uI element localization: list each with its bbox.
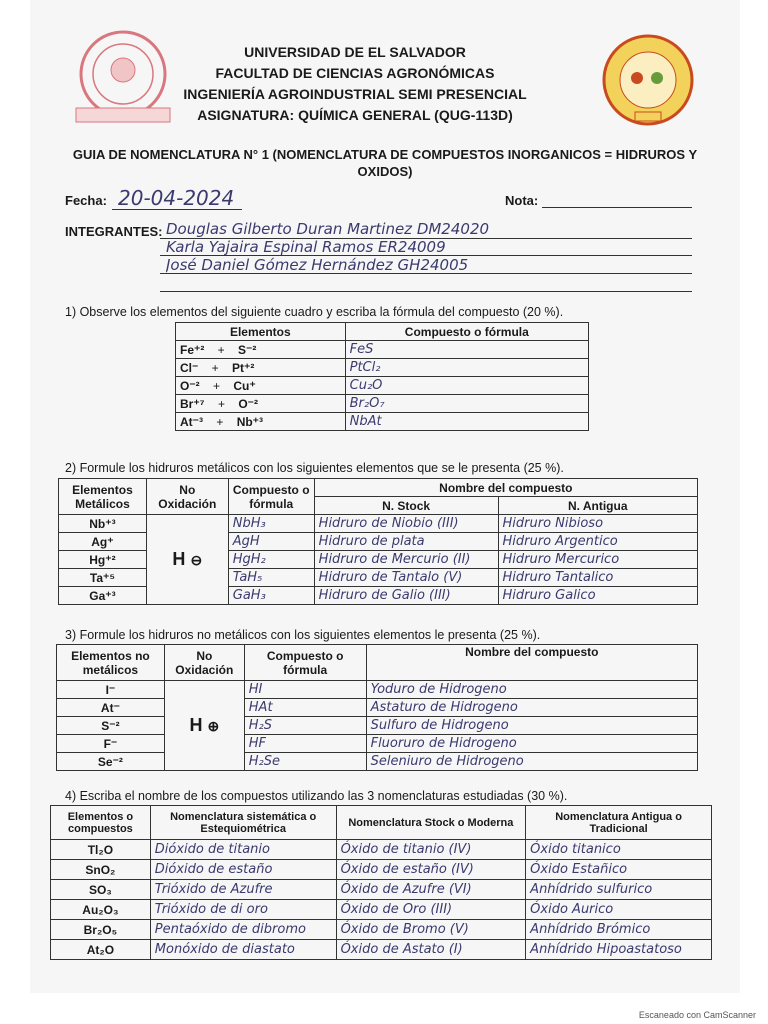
q3-header-formula: Compuesto o fórmula bbox=[244, 645, 366, 681]
q1-element-a: Fe⁺² bbox=[180, 342, 205, 357]
q3-header-elementos: Elementos no metálicos bbox=[57, 645, 165, 681]
q1-element-a: Cl⁻ bbox=[180, 360, 199, 375]
q3-name: Fluoruro de Hidrogeno bbox=[366, 735, 697, 753]
q4-stock: Óxido de Oro (III) bbox=[336, 900, 526, 920]
q2-table bbox=[58, 478, 698, 605]
q1-element-b: O⁻² bbox=[238, 396, 258, 411]
table-row bbox=[51, 860, 712, 880]
q3-name: Seleniuro de Hidrogeno bbox=[366, 753, 697, 771]
fecha-underline bbox=[112, 209, 242, 210]
q2-header-oxidacion: No Oxidación bbox=[146, 479, 228, 515]
q3-header-nombre: Nombre del compuesto bbox=[366, 645, 697, 681]
integrante-2: Karla Yajaira Espinal Ramos ER24009 bbox=[166, 238, 446, 256]
q4-sistematica: Monóxido de diastato bbox=[150, 940, 336, 960]
course-name: ASIGNATURA: QUÍMICA GENERAL (QUG-113D) bbox=[197, 107, 513, 123]
q1-answer: Cu₂O bbox=[345, 377, 588, 395]
question-4-text: 4) Escriba el nombre de los compuestos utilizando las 3 nomenclaturas estudiadas (30 %). bbox=[65, 789, 568, 803]
q2-element: Ga⁺³ bbox=[89, 588, 116, 603]
table-row bbox=[57, 753, 698, 771]
page-title: GUIA DE NOMENCLATURA N° 1 (NOMENCLATURA DE COMPUESTOS INORGANICOS = HIDRUROS Y OXIDOS) bbox=[72, 147, 698, 179]
table-row bbox=[57, 735, 698, 753]
nota-label: Nota: bbox=[505, 193, 539, 208]
q4-sistematica: Trióxido de Azufre bbox=[150, 880, 336, 900]
hydrogen-label: H bbox=[172, 549, 186, 569]
q2-formula: NbH₃ bbox=[228, 515, 314, 533]
program-name: INGENIERÍA AGROINDUSTRIAL SEMI PRESENCIAL bbox=[183, 86, 527, 102]
q4-compound: SO₃ bbox=[88, 882, 112, 897]
q2-stock: Hidruro de Galio (III) bbox=[314, 587, 498, 605]
q4-compound: Tl₂O bbox=[87, 842, 114, 857]
q2-stock: Hidruro de Mercurio (II) bbox=[314, 551, 498, 569]
q2-header-stock: N. Stock bbox=[314, 497, 498, 515]
fecha-value: 20-04-2024 bbox=[118, 186, 235, 210]
q2-formula: HgH₂ bbox=[228, 551, 314, 569]
q1-element-a: At⁻³ bbox=[180, 414, 203, 429]
q2-antigua: Hidruro Galico bbox=[498, 587, 698, 605]
q2-formula: GaH₃ bbox=[228, 587, 314, 605]
table-row: O⁻² + Cu⁺ Cu₂O bbox=[176, 377, 589, 395]
integrantes-label: INTEGRANTES: bbox=[65, 224, 163, 239]
q2-stock: Hidruro de plata bbox=[314, 533, 498, 551]
table-row bbox=[51, 840, 712, 860]
q3-element: Se⁻² bbox=[97, 754, 123, 769]
q4-table bbox=[50, 805, 712, 960]
q2-antigua: Hidruro Nibioso bbox=[498, 515, 698, 533]
integrante-line-4 bbox=[160, 291, 692, 292]
q4-stock: Óxido de titanio (IV) bbox=[336, 840, 526, 860]
question-3-text: 3) Formule los hidruros no metálicos con los siguientes elementos le presenta (25 %). bbox=[65, 628, 541, 642]
faculty-name: FACULTAD DE CIENCIAS AGRONÓMICAS bbox=[215, 65, 495, 81]
q1-answer: Br₂O₇ bbox=[345, 395, 588, 413]
q4-compound: At₂O bbox=[86, 942, 115, 957]
q3-element: S⁻² bbox=[101, 718, 120, 733]
table-row: Br⁺⁷ + O⁻² Br₂O₇ bbox=[176, 395, 589, 413]
q1-element-b: Pt⁺² bbox=[232, 360, 255, 375]
nota-underline bbox=[542, 207, 692, 208]
q2-formula: TaH₅ bbox=[228, 569, 314, 587]
q2-element: Ta⁺⁵ bbox=[89, 570, 115, 585]
table-row bbox=[51, 900, 712, 920]
q4-header-stock: Nomenclatura Stock o Moderna bbox=[336, 806, 526, 840]
hydrogen-label: H bbox=[189, 715, 203, 735]
q1-answer: PtCl₂ bbox=[345, 359, 588, 377]
q2-antigua: Hidruro Argentico bbox=[498, 533, 698, 551]
integrante-line-3 bbox=[160, 273, 692, 274]
q3-formula: H₂Se bbox=[244, 753, 366, 771]
q3-element: I⁻ bbox=[105, 682, 116, 697]
table-row bbox=[51, 940, 712, 960]
q3-header-oxidacion: No Oxidación bbox=[164, 645, 244, 681]
table-row bbox=[51, 880, 712, 900]
fecha-label: Fecha: bbox=[65, 193, 107, 208]
q4-header-antigua: Nomenclatura Antigua o Tradicional bbox=[526, 806, 712, 840]
q4-header-compuestos: Elementos o compuestos bbox=[51, 806, 151, 840]
scanner-watermark: Escaneado con CamScanner bbox=[638, 1010, 756, 1020]
integrante-1: Douglas Gilberto Duran Martinez DM24020 bbox=[166, 220, 490, 238]
table-row bbox=[57, 681, 698, 699]
university-name: UNIVERSIDAD DE EL SALVADOR bbox=[244, 44, 466, 60]
q2-header-elementos: Elementos Metálicos bbox=[59, 479, 147, 515]
table-row: Fe⁺² + S⁻² FeS bbox=[176, 341, 589, 359]
q1-element-b: Nb⁺³ bbox=[236, 414, 264, 429]
q2-formula: AgH bbox=[228, 533, 314, 551]
q4-compound: Au₂O₃ bbox=[82, 902, 119, 917]
q1-element-a: O⁻² bbox=[180, 378, 200, 393]
q2-element: Nb⁺³ bbox=[89, 516, 116, 531]
q4-compound: SnO₂ bbox=[85, 862, 116, 877]
q2-stock: Hidruro de Tantalo (V) bbox=[314, 569, 498, 587]
q2-antigua: Hidruro Tantalico bbox=[498, 569, 698, 587]
q4-sistematica: Dióxido de estaño bbox=[150, 860, 336, 880]
q2-antigua: Hidruro Mercurico bbox=[498, 551, 698, 569]
q3-element: At⁻ bbox=[100, 700, 120, 715]
q1-header-compuesto: Compuesto o fórmula bbox=[345, 323, 588, 341]
table-row: Cl⁻ + Pt⁺² PtCl₂ bbox=[176, 359, 589, 377]
faculty-seal-logo bbox=[597, 34, 699, 126]
q3-table bbox=[56, 644, 698, 771]
q1-answer: FeS bbox=[345, 341, 588, 359]
q4-stock: Óxido de Astato (I) bbox=[336, 940, 526, 960]
q4-header-sistematica: Nomenclatura sistemática o Estequiométrica bbox=[150, 806, 336, 840]
q4-antigua: Anhídrido Brómico bbox=[526, 920, 712, 940]
question-2-text: 2) Formule los hidruros metálicos con los siguientes elementos que se le presenta (25 %). bbox=[65, 461, 564, 475]
q2-header-formula: Compuesto o fórmula bbox=[228, 479, 314, 515]
q3-name: Astaturo de Hidrogeno bbox=[366, 699, 697, 717]
q3-name: Sulfuro de Hidrogeno bbox=[366, 717, 697, 735]
table-row: At⁻³ + Nb⁺³ NbAt bbox=[176, 413, 589, 431]
q3-formula: H₂S bbox=[244, 717, 366, 735]
q2-header-nombre: Nombre del compuesto bbox=[314, 479, 697, 497]
q4-sistematica: Trióxido de di oro bbox=[150, 900, 336, 920]
q4-antigua: Anhídrido sulfurico bbox=[526, 880, 712, 900]
q3-formula: HI bbox=[244, 681, 366, 699]
q4-antigua: Anhídrido Hipoastatoso bbox=[526, 940, 712, 960]
minus-circle-icon: ⊖ bbox=[190, 552, 203, 568]
q2-stock: Hidruro de Niobio (III) bbox=[314, 515, 498, 533]
q3-element: F⁻ bbox=[103, 736, 118, 751]
q1-header-elementos: Elementos bbox=[176, 323, 346, 341]
q4-sistematica: Pentaóxido de dibromo bbox=[150, 920, 336, 940]
q1-table bbox=[175, 322, 589, 431]
q1-element-b: S⁻² bbox=[238, 342, 257, 357]
table-row bbox=[51, 920, 712, 940]
q4-antigua: Óxido titanico bbox=[526, 840, 712, 860]
q2-element: Hg⁺² bbox=[89, 552, 116, 567]
q4-stock: Óxido de Azufre (VI) bbox=[336, 880, 526, 900]
q1-answer: NbAt bbox=[345, 413, 588, 431]
table-row bbox=[59, 515, 698, 533]
q4-compound: Br₂O₅ bbox=[83, 922, 118, 937]
table-row bbox=[57, 717, 698, 735]
question-1-text: 1) Observe los elementos del siguiente cuadro y escriba la fórmula del compuesto (20 %). bbox=[65, 305, 564, 319]
table-row bbox=[57, 699, 698, 717]
plus-circle-icon: ⊕ bbox=[207, 718, 220, 734]
q2-header-antigua: N. Antigua bbox=[498, 497, 698, 515]
q4-antigua: Óxido Estañico bbox=[526, 860, 712, 880]
q1-element-b: Cu⁺ bbox=[233, 378, 256, 393]
q3-formula: HF bbox=[244, 735, 366, 753]
q3-name: Yoduro de Hidrogeno bbox=[366, 681, 697, 699]
q1-element-a: Br⁺⁷ bbox=[180, 396, 205, 411]
q4-stock: Óxido de estaño (IV) bbox=[336, 860, 526, 880]
q4-stock: Óxido de Bromo (V) bbox=[336, 920, 526, 940]
integrante-3: José Daniel Gómez Hernández GH24005 bbox=[166, 256, 469, 274]
q4-sistematica: Dióxido de titanio bbox=[150, 840, 336, 860]
q2-element: Ag⁺ bbox=[91, 534, 114, 549]
q4-antigua: Óxido Aurico bbox=[526, 900, 712, 920]
q3-formula: HAt bbox=[244, 699, 366, 717]
